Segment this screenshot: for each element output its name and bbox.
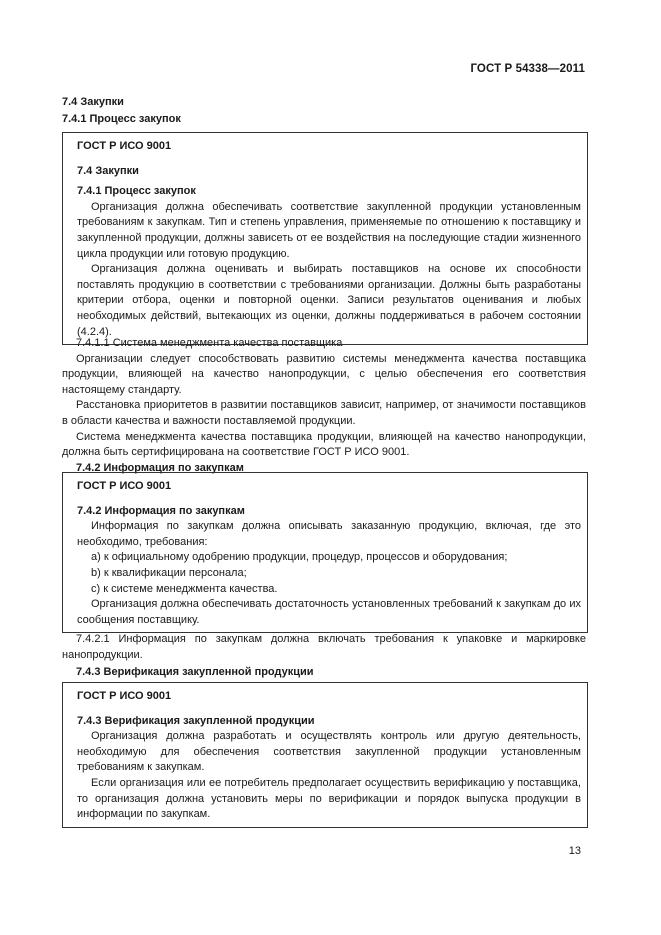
box1-standard-ref: ГОСТ Р ИСО 9001 xyxy=(77,140,172,152)
box3-paragraph-1: Организация должна разработать и осуществлять контроль или другую деятельность, необходимую для обеспечения соответствия закупленной продукции установленным требованиям к закупкам. xyxy=(77,730,581,774)
box1-heading-7-4: 7.4 Закупки xyxy=(77,164,139,177)
box1-heading-7-4-1: 7.4.1 Процесс закупок xyxy=(77,185,196,198)
section-7-4-1-1-paragraph-3: Система менеджмента качества поставщика продукции, влияющей на качество нанопродукции, должна быть сертифицирована на соответствие ГОСТ Р ИСО 9001. xyxy=(62,430,586,459)
quote-box-7-4-2 xyxy=(62,472,588,633)
box2-list-item-a: a) к официальному одобрению продукции, процедур, процессов и оборудования; xyxy=(91,551,508,564)
box3-standard-ref: ГОСТ Р ИСО 9001 xyxy=(77,690,172,702)
section-7-4-1-1-title: 7.4.1.1 Система менеджмента качества поставщика xyxy=(76,337,343,349)
box1-paragraph-1: Организация должна обеспечивать соответствие закупленной продукции установленным требованиям к закупкам. Тип и степень управления, применяемые по отношению к поставщику и закупленной продукции, должны зависеть от ее воздействия на последующие стадии жизненного цикла продукции или готовую продукцию. xyxy=(77,200,581,260)
quote-box-7-4-3 xyxy=(62,682,588,828)
box2-paragraph-2: Организация должна обеспечивать достаточность установленных требований к закупкам до их сообщения поставщику. xyxy=(77,598,581,626)
box2-list-item-c: c) к системе менеджмента качества. xyxy=(91,582,278,595)
quote-box-7-4-1 xyxy=(62,132,588,345)
section-7-4-2-1-text: 7.4.2.1 Информация по закупкам должна включать требования к упаковке и маркировке нанопродукции. xyxy=(62,633,586,661)
standard-header: ГОСТ Р 54338—2011 xyxy=(470,63,585,75)
section-7-4-2-1 xyxy=(62,632,586,681)
section-7-4-1-1 xyxy=(62,336,586,476)
section-7-4-2-title: 7.4.2 Информация по закупкам xyxy=(76,461,244,474)
section-7-4-1-title: 7.4.1 Процесс закупок xyxy=(62,113,181,125)
box2-list-item-b: b) к квалификации персонала; xyxy=(91,566,247,579)
section-7-4-1-1-paragraph-2: Расстановка приоритетов в развитии поставщиков зависит, например, от значимости поставщиков в области качества и важности поставляемой продукции. xyxy=(62,399,586,427)
box2-paragraph-1: Информация по закупкам должна описывать заказанную продукцию, включая, где это необходимо, требования: xyxy=(77,520,581,548)
box3-heading-7-4-3: 7.4.3 Верификация закупленной продукции xyxy=(77,714,315,727)
section-7-4-3-title: 7.4.3 Верификация закупленной продукции xyxy=(76,666,314,679)
section-7-4-title: 7.4 Закупки xyxy=(62,96,124,108)
box1-paragraph-2: Организация должна оценивать и выбирать поставщиков на основе их способности поставлять продукцию в соответствии с требованиями организации. Должны быть разработаны критерии отбора, оценки и повторной оценки. Записи результатов оценивания и любых необходимых действий, вытекающих из оценки, должны поддерживаться в рабочем состоянии (4.2.4). xyxy=(77,263,581,338)
box2-heading-7-4-2: 7.4.2 Информация по закупкам xyxy=(77,504,245,517)
box2-standard-ref: ГОСТ Р ИСО 9001 xyxy=(77,480,172,492)
page-number: 13 xyxy=(568,845,581,857)
box3-paragraph-2: Если организация или ее потребитель предполагает осуществить верификацию у поставщика, то организация должна установить меры по верификации и порядок выпуска продукции в информации по закупкам. xyxy=(77,776,581,821)
section-7-4-1-1-paragraph-1: Организации следует способствовать развитию системы менеджмента качества поставщика продукции, влияющей на качество нанопродукции, с целью обеспечения его соответствия настоящему стандарту. xyxy=(62,352,586,396)
